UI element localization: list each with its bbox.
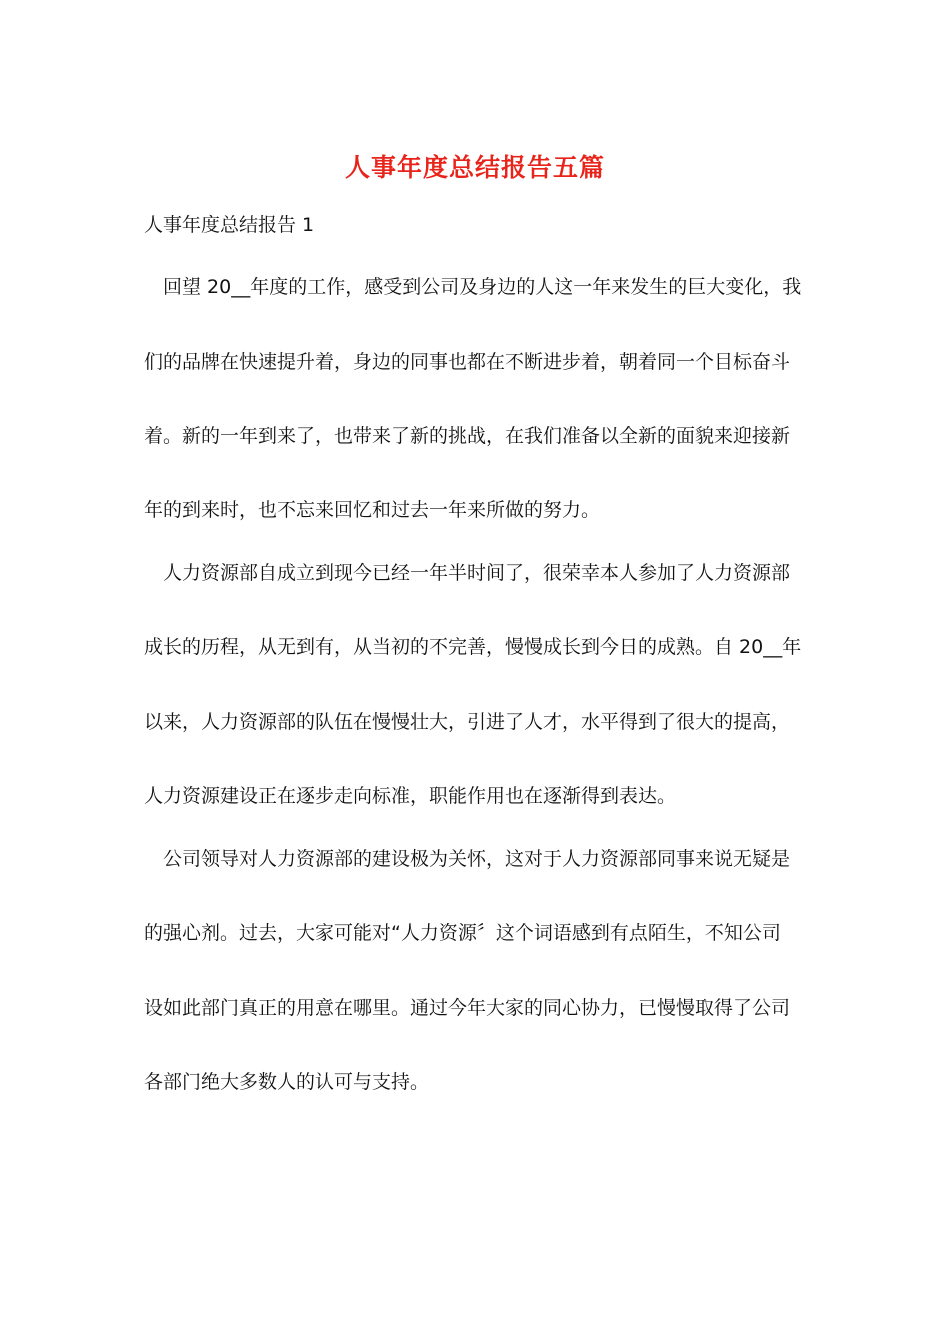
document-title: 人事年度总结报告五篇 — [344, 153, 605, 182]
paragraph-2-line-2: 成长的历程，从无到有，从当初的不完善，慢慢成长到今日的成熟。自 20__年 — [144, 636, 802, 658]
paragraph-3-line-3: 设如此部门真正的用意在哪里。通过今年大家的同心协力，已慢慢取得了公司 — [144, 997, 791, 1019]
paragraph-3-line-1: 公司领导对人力资源部的建设极为关怀，这对于人力资源部同事来说无疑是 — [163, 848, 791, 870]
paragraph-2-line-3: 以来，人力资源部的队伍在慢慢壮大，引进了人才，水平得到了很大的提高， — [144, 711, 791, 733]
paragraph-1-line-4: 年的到来时，也不忘来回忆和过去一年来所做的努力。 — [144, 499, 601, 521]
paragraph-2-line-1: 人力资源部自成立到现今已经一年半时间了，很荣幸本人参加了人力资源部 — [163, 562, 791, 584]
paragraph-2-line-4: 人力资源建设正在逐步走向标准，职能作用也在逐渐得到表达。 — [144, 785, 677, 807]
section-heading: 人事年度总结报告 1 — [144, 214, 315, 236]
paragraph-3-line-2: 的强心剂。过去，大家可能对“人力资源〞这个词语感到有点陌生，不知公司 — [144, 922, 781, 944]
paragraph-1-line-1: 回望 20__年度的工作，感受到公司及身边的人这一年来发生的巨大变化，我 — [163, 276, 802, 298]
paragraph-1-line-3: 着。新的一年到来了，也带来了新的挑战，在我们准备以全新的面貌来迎接新 — [144, 425, 791, 447]
paragraph-1-line-2: 们的品牌在快速提升着，身边的同事也都在不断进步着，朝着同一个目标奋斗 — [144, 351, 791, 373]
paragraph-3-line-4: 各部门绝大多数人的认可与支持。 — [144, 1071, 430, 1093]
